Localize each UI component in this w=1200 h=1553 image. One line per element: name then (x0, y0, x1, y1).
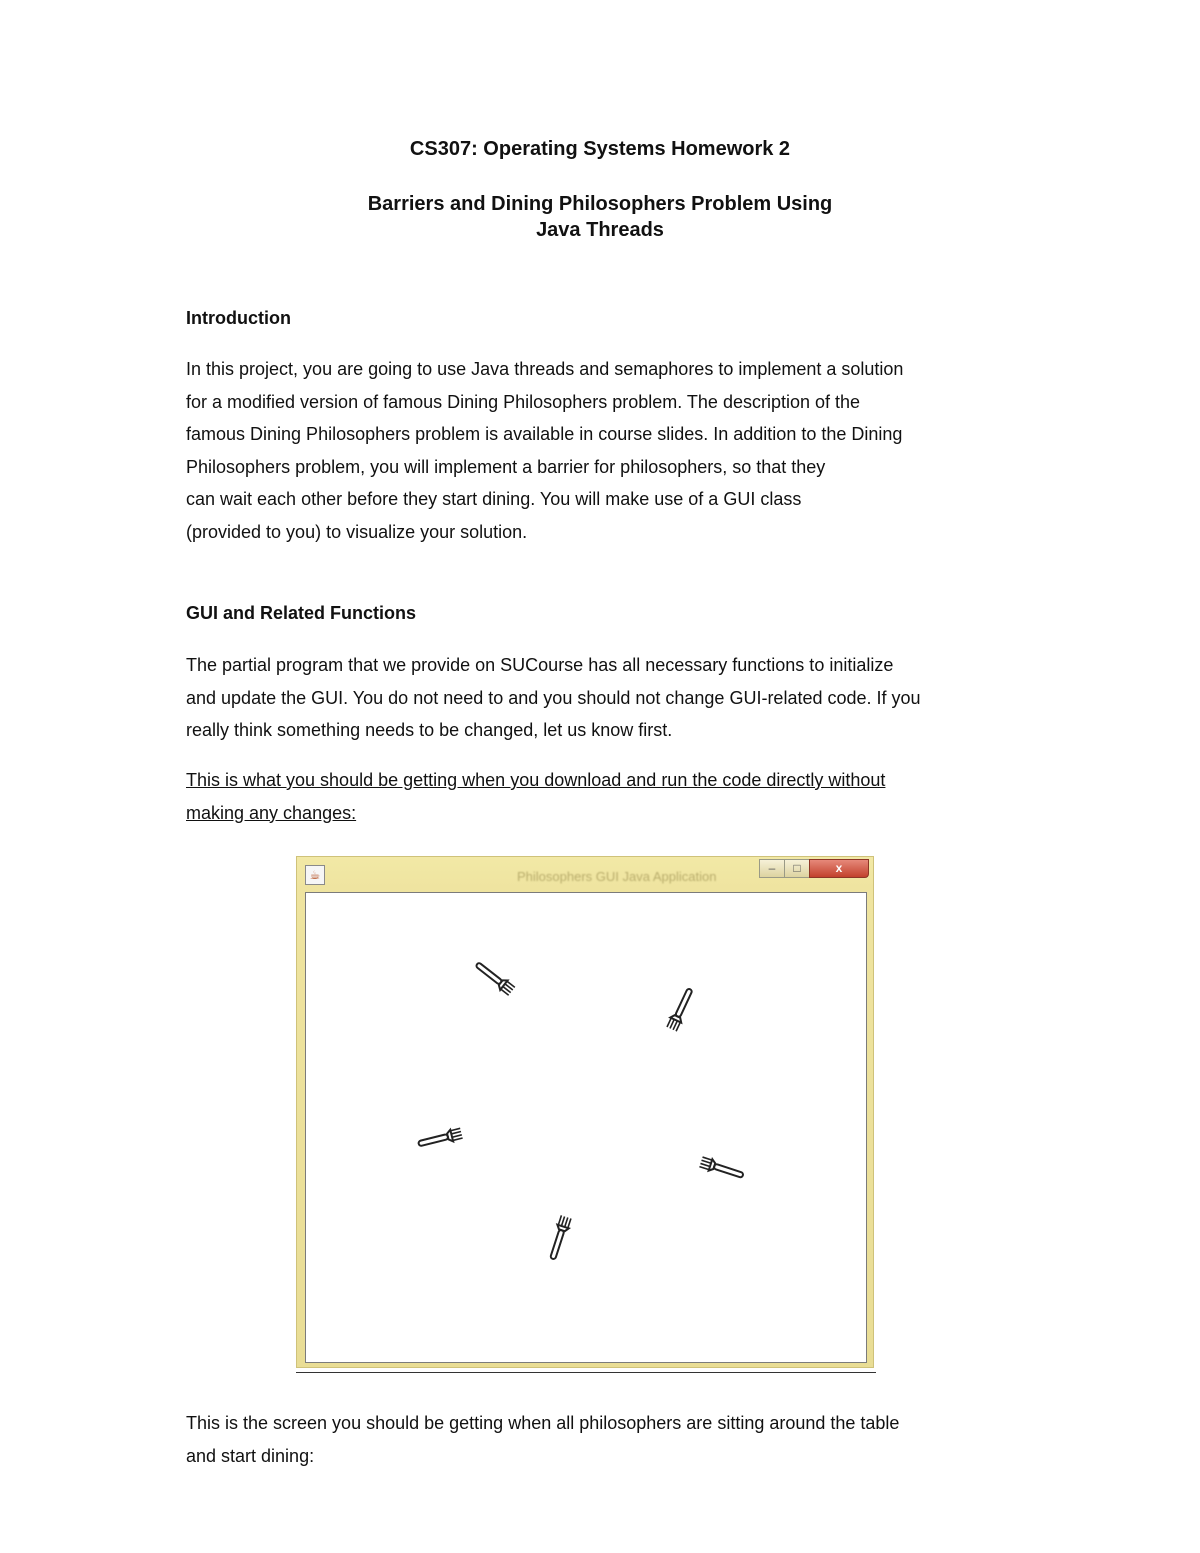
fork-icon (414, 1118, 474, 1158)
fork-icon (466, 955, 526, 1003)
window-title: Philosophers GUI Java Application (517, 869, 717, 884)
paragraph-line: really think something needs to be changed, let us know first. (186, 720, 673, 741)
paragraph-line: This is the screen you should be getting when all philosophers are sitting around the table (186, 1413, 900, 1433)
fork-icon (656, 981, 704, 1041)
underlined-note (186, 764, 1016, 829)
gui-paragraph (186, 649, 1016, 747)
subtitle-line-1: Barriers and Dining Philosophers Problem Using (367, 193, 833, 215)
paragraph-line: making any changes: (186, 802, 357, 823)
fork-icon (538, 1205, 582, 1267)
dining-table-canvas (305, 892, 867, 1363)
gui-functions-heading: GUI and Related Functions (186, 603, 417, 623)
java-icon[interactable]: ☕ (305, 865, 325, 885)
minimize-button[interactable]: – (759, 859, 785, 878)
java-window (296, 856, 874, 1368)
introduction-paragraph (186, 353, 1016, 549)
paragraph-line: In this project, you are going to use Java threads and semaphores to implement a solution (186, 359, 904, 379)
paragraph-line: This is what you should be getting when you download and run the code directly without (186, 770, 886, 790)
closing-paragraph (186, 1407, 1016, 1472)
document-subtitle (0, 191, 1200, 243)
introduction-heading: Introduction (186, 308, 291, 328)
maximize-button[interactable]: □ (784, 859, 810, 878)
paragraph-line: The partial program that we provide on SUCourse has all necessary functions to initialize (186, 655, 894, 675)
paragraph-line: (provided to you) to visualize your solution. (186, 521, 528, 542)
paragraph-line: Philosophers problem, you will implement a barrier for philosophers, so that they (186, 456, 826, 477)
window-controls (760, 859, 869, 880)
subtitle-line-2: Java Threads (536, 219, 664, 241)
paragraph-line: and update the GUI. You do not need to and you should not change GUI-related code. If you (186, 687, 921, 708)
gui-screenshot (296, 856, 876, 1374)
paragraph-line: famous Dining Philosophers problem is available in course slides. In addition to the Dining (186, 424, 903, 445)
paragraph-line: for a modified version of famous Dining Philosophers problem. The description of the (186, 391, 861, 412)
document-title: CS307: Operating Systems Homework 2 (409, 138, 791, 160)
paragraph-line: can wait each other before they start dining. You will make use of a GUI class (186, 489, 802, 510)
paragraph-line: and start dining: (186, 1445, 315, 1466)
figure-underline (296, 1372, 876, 1373)
close-button[interactable]: x (809, 859, 869, 878)
fork-icon (690, 1148, 750, 1188)
